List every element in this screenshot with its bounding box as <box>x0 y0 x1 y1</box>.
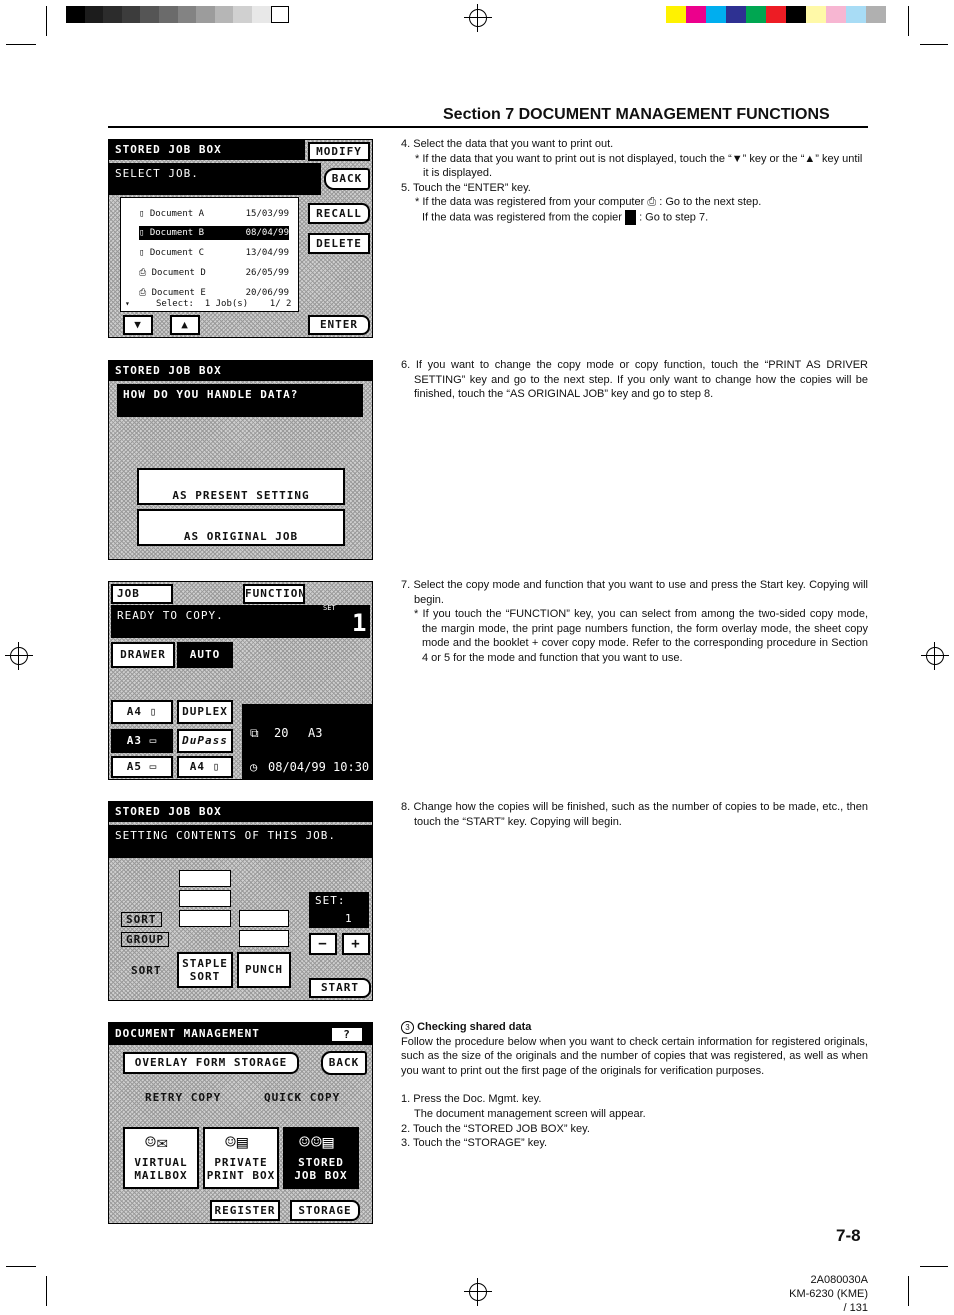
procedure-step-3: 3. Touch the “STORAGE” key. <box>401 1137 548 1150</box>
registration-mark-icon <box>469 9 487 27</box>
gray-swatch <box>233 6 252 23</box>
gray-swatch <box>103 6 122 23</box>
minus-button[interactable]: − <box>309 933 337 955</box>
doc-date: 08/04/99 <box>245 228 289 238</box>
output-tray-slot[interactable] <box>239 910 289 927</box>
group-option[interactable]: GROUP <box>121 932 169 947</box>
output-tray-slot[interactable] <box>239 930 289 947</box>
color-swatch <box>706 6 726 23</box>
list-item[interactable] <box>139 286 289 300</box>
tab-function[interactable]: FUNCTION <box>243 584 305 604</box>
gray-swatch <box>85 6 104 23</box>
doc-date: 15/03/99 <box>245 209 289 219</box>
step-7-text <box>401 578 868 666</box>
gray-swatch <box>140 6 159 23</box>
help-button[interactable]: ? <box>330 1026 364 1043</box>
start-button[interactable]: START <box>309 978 371 998</box>
dupass-button[interactable]: DuPass <box>177 729 233 753</box>
computer-icon: ⎙ <box>647 196 657 209</box>
doc-name: Document A <box>149 209 205 219</box>
paper-tray-4-button[interactable] <box>177 756 233 778</box>
copy-count: 20 <box>274 726 289 740</box>
stored-job-box-button[interactable] <box>283 1127 359 1189</box>
footer-page-count: / 131 <box>843 1302 868 1314</box>
step-7: 7. Select the copy mode and function that you want to use and press the Start key. Copying will begin. <box>401 579 868 606</box>
copier-doc-icon: ▯ <box>139 209 145 219</box>
quick-copy-option[interactable]: QUICK COPY <box>264 1091 341 1104</box>
clock-icon: ◷ <box>250 760 258 774</box>
gray-swatch <box>178 6 197 23</box>
storage-button[interactable]: STORAGE <box>290 1200 360 1221</box>
stored-job-select-screen <box>108 139 373 338</box>
footer-code: 2A080030A <box>810 1274 868 1286</box>
color-swatch <box>786 6 806 23</box>
copier-note-action: : Go to step 7. <box>639 211 709 224</box>
registration-mark-icon <box>926 647 944 665</box>
set-count: 1 <box>345 912 353 925</box>
overlay-form-storage-button[interactable]: OVERLAY FORM STORAGE <box>123 1052 299 1074</box>
checking-shared-data-section <box>401 1020 868 1151</box>
virtual-mailbox-label: VIRTUAL MAILBOX <box>134 1156 188 1182</box>
registration-mark-icon <box>10 647 28 665</box>
step-5-note-copier <box>401 210 868 225</box>
scroll-down-indicator-icon: ▾ <box>125 299 130 308</box>
handle-data-prompt: HOW DO YOU HANDLE DATA? <box>117 384 363 417</box>
job-info-panel <box>242 704 372 779</box>
duplex-button[interactable]: DUPLEX <box>177 700 233 724</box>
doc-name: Document B <box>149 228 205 238</box>
crop-mark <box>46 1276 47 1306</box>
color-swatch <box>746 6 766 23</box>
color-swatch <box>846 6 866 23</box>
footer <box>780 1273 868 1315</box>
modify-button[interactable]: MODIFY <box>308 142 370 161</box>
registration-mark-icon <box>469 1283 487 1301</box>
selection-status: Select: 1 Job(s) 1/ 2 <box>156 299 292 309</box>
step-8-text <box>401 800 868 829</box>
circled-number: 3 <box>401 1021 414 1034</box>
as-original-job-button[interactable]: AS ORIGINAL JOB <box>137 509 345 546</box>
computer-note-text: * If the data was registered from your computer <box>415 196 645 209</box>
procedure-step-1-result: The document management screen will appear. <box>414 1107 646 1120</box>
finishing-option-row[interactable] <box>179 910 231 927</box>
private-print-label: PRIVATE PRINT BOX <box>206 1156 276 1182</box>
list-item[interactable] <box>139 207 289 221</box>
set-count: 1 <box>352 609 367 637</box>
paper-size: A5 <box>126 760 142 773</box>
copies-icon: ⧉ <box>250 726 259 740</box>
copier-note-text: If the data was registered from the copier <box>422 211 622 224</box>
copier-doc-icon: ▯ <box>139 228 145 238</box>
select-job-prompt: SELECT JOB. <box>109 163 321 195</box>
recall-button[interactable]: RECALL <box>308 203 370 224</box>
doc-name: Document C <box>149 248 205 258</box>
triangle-up-icon: ▲ <box>181 318 189 331</box>
scroll-down-button[interactable] <box>123 315 153 335</box>
private-print-icon: ☺▤ <box>225 1132 249 1153</box>
sort-option[interactable]: SORT <box>121 912 162 927</box>
page-number: 7-8 <box>836 1226 861 1245</box>
doc-date: 20/06/99 <box>245 288 289 298</box>
gray-swatch <box>215 6 234 23</box>
set-label: SET <box>323 604 336 612</box>
step-5: 5. Touch the “ENTER” key. <box>401 181 531 194</box>
screen-title: STORED JOB BOX <box>109 361 372 381</box>
step-8: 8. Change how the copies will be finished, such as the number of copies to be made, etc., then touch the “START” key. Copying will begin. <box>401 801 868 828</box>
crop-mark <box>920 1266 948 1267</box>
list-item[interactable] <box>139 266 289 280</box>
copier-doc-icon: ▯ <box>139 248 145 258</box>
set-count-panel <box>309 892 369 928</box>
step-7-note: * If you touch the “FUNCTION” key, you can select from among the two-sided copy mode, the margin mode, the print page numbers function, the form overlay mode, the sheet copy mode and the booklet + cover copy mode. Refer to the corresponding procedure in Section 4 or 5 for the mode and function that you want to use. <box>414 608 868 664</box>
punch-button[interactable]: PUNCH <box>237 952 291 988</box>
step-6-text <box>401 358 868 402</box>
step-4-note: * If the data that you want to print out is not displayed, touch the “▼” key or the “▲” key until it is displayed. <box>415 152 863 180</box>
setting-contents-prompt: SETTING CONTENTS OF THIS JOB. <box>109 825 372 858</box>
screen-title: DOCUMENT MANAGEMENT <box>109 1023 372 1045</box>
handle-data-screen <box>108 360 373 560</box>
triangle-down-icon: ▼ <box>134 318 142 331</box>
step-4: 4. Select the data that you want to print out. <box>401 138 614 150</box>
retry-copy-option[interactable]: RETRY COPY <box>145 1091 222 1104</box>
copy-size: A3 <box>308 726 323 740</box>
crop-mark <box>6 44 36 45</box>
procedure-step-2: 2. Touch the “STORED JOB BOX” key. <box>401 1122 590 1135</box>
doc-date: 13/04/99 <box>245 248 289 258</box>
paper-size: A3 <box>126 734 142 747</box>
gray-swatch <box>252 6 271 23</box>
step-4-5-text <box>401 137 868 225</box>
auto-button[interactable]: AUTO <box>177 642 233 668</box>
crop-mark <box>908 6 909 36</box>
list-item[interactable] <box>139 246 289 260</box>
screen-title: STORED JOB BOX <box>109 140 305 160</box>
list-item-selected[interactable] <box>139 226 289 240</box>
finishing-option-row[interactable] <box>179 870 231 887</box>
ready-to-copy-screen <box>108 581 373 780</box>
crop-mark <box>46 6 47 36</box>
gray-swatch <box>196 6 215 23</box>
color-swatch <box>666 6 686 23</box>
document-management-screen <box>108 1022 373 1224</box>
job-datetime: 08/04/99 10:30 <box>268 760 370 774</box>
enter-button[interactable]: ENTER <box>308 315 370 335</box>
color-swatch <box>726 6 746 23</box>
tab-job[interactable]: JOB <box>111 584 173 604</box>
step-5-note-computer <box>401 195 868 210</box>
register-button[interactable]: REGISTER <box>210 1200 280 1221</box>
section-body: Follow the procedure below when you want to check certain information for registered originals, such as the size of the originals and the number of copies that was registered, as well as when you want to print out the first page of the originals for verification purposes. <box>401 1035 868 1077</box>
computer-note-action: : Go to the next step. <box>659 196 762 209</box>
portrait-paper-icon: ▯ <box>212 760 221 773</box>
doc-name: Document D <box>151 268 206 278</box>
virtual-mailbox-icon: ☺✉ <box>145 1132 169 1153</box>
set-label: SET: <box>315 894 346 907</box>
gray-swatch <box>159 6 178 23</box>
paper-tray-1-button[interactable] <box>111 700 173 724</box>
copier-document-icon <box>625 210 636 225</box>
stored-job-box-label: STORED JOB BOX <box>294 1156 348 1182</box>
section-heading <box>401 1020 868 1035</box>
doc-date: 26/05/99 <box>245 268 289 278</box>
crop-mark <box>6 1266 36 1267</box>
ready-message: READY TO COPY. <box>111 605 370 638</box>
private-print-box-button[interactable] <box>203 1127 279 1189</box>
footer-model: KM-6230 (KME) <box>789 1288 868 1300</box>
computer-doc-icon: ⎙ <box>139 268 147 278</box>
paper-tray-2-button[interactable] <box>111 729 173 753</box>
color-swatch <box>866 6 886 23</box>
paper-size: A4 <box>126 705 142 718</box>
step-6: 6. If you want to change the copy mode or copy function, touch the “PRINT AS DRIVER SETTING” key and go to the next step. If you only want to change how the copies will be finished, touch the “AS ORIGINAL JOB” key and go to step 8. <box>401 359 868 401</box>
virtual-mailbox-button[interactable] <box>123 1127 199 1189</box>
stored-job-box-icon: ☺☺▤ <box>299 1132 335 1153</box>
color-swatch <box>826 6 846 23</box>
finishing-option-row[interactable] <box>179 890 231 907</box>
plus-button[interactable]: + <box>342 933 370 955</box>
back-button[interactable]: BACK <box>321 1051 367 1075</box>
paper-size: A4 <box>189 760 205 773</box>
drawer-button[interactable]: DRAWER <box>111 642 175 668</box>
computer-doc-icon: ⎙ <box>139 288 147 298</box>
setting-contents-screen <box>108 801 373 1001</box>
landscape-paper-icon: ▭ <box>149 734 158 747</box>
heading-text: Checking shared data <box>417 1021 532 1033</box>
job-list[interactable] <box>120 197 299 312</box>
procedure-step-1: 1. Press the Doc. Mgmt. key. <box>401 1093 542 1106</box>
sort-mode-label: SORT <box>131 964 162 977</box>
crop-mark <box>920 44 948 45</box>
gray-swatch <box>271 6 290 23</box>
color-swatch <box>766 6 786 23</box>
color-swatch <box>686 6 706 23</box>
as-present-setting-button[interactable]: AS PRESENT SETTING <box>137 468 345 505</box>
crop-mark <box>908 1276 909 1306</box>
scroll-up-button[interactable] <box>170 315 200 335</box>
delete-button[interactable]: DELETE <box>308 233 370 254</box>
paper-tray-3-button[interactable] <box>111 756 173 778</box>
portrait-paper-icon: ▯ <box>149 705 158 718</box>
section-title: Section 7 DOCUMENT MANAGEMENT FUNCTIONS <box>443 106 830 123</box>
landscape-paper-icon: ▭ <box>149 760 158 773</box>
screen-title: STORED JOB BOX <box>109 802 372 822</box>
back-button[interactable]: BACK <box>324 168 370 190</box>
header-rule <box>108 126 868 128</box>
gray-swatch <box>66 6 85 23</box>
doc-name: Document E <box>151 288 206 298</box>
color-swatch <box>806 6 826 23</box>
gray-swatch <box>122 6 141 23</box>
staple-sort-button[interactable]: STAPLE SORT <box>177 952 233 988</box>
